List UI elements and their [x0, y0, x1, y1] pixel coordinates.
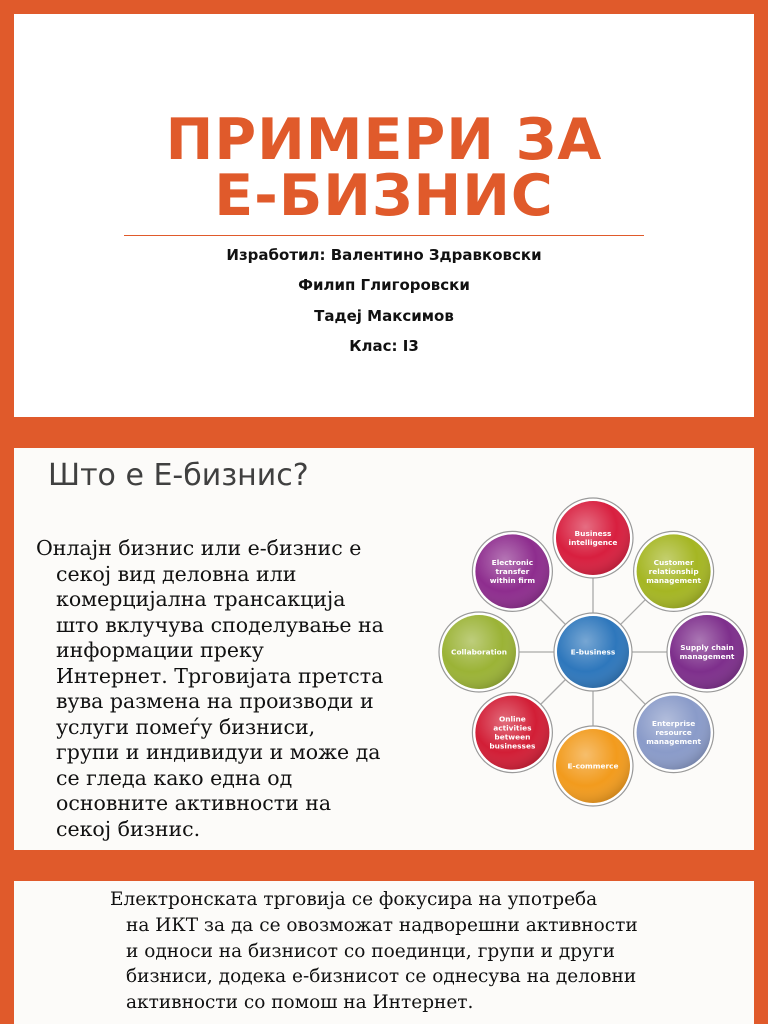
node-label: management: [646, 737, 701, 747]
node-label: between: [494, 732, 531, 742]
diagram-node: [553, 726, 633, 806]
text-line: активности со помош на Интернет.: [126, 992, 474, 1014]
diagram-node: [553, 498, 633, 578]
text-line: Електронската трговија се фокусира на употреба: [110, 889, 598, 910]
text-line: комерцијална трансакција: [56, 587, 346, 611]
node-label: management: [679, 652, 735, 661]
text-line: секој бизнис.: [56, 816, 201, 841]
slide-heading: Што е Е-бизнис?: [48, 458, 309, 493]
class-line: Клас: I3: [349, 337, 419, 355]
title-line-2: Е-БИЗНИС: [214, 163, 554, 229]
node-label: Customer: [653, 557, 694, 567]
slide-title: [14, 107, 754, 229]
node-label: Online: [498, 714, 526, 724]
text-line: групи и индивидуи и може да: [56, 740, 381, 764]
definition-text: [36, 536, 431, 842]
authors-line-3: Тадеј Максимов: [314, 307, 454, 325]
text-line: информации преку: [56, 638, 264, 662]
text-line: бизниси, додека е-бизнисот се однесува на деловни: [126, 966, 637, 988]
text-line: и односи на бизнисот со поединци, групи и други: [126, 940, 616, 962]
node-label: Enterprise: [651, 719, 696, 729]
node-label: Business: [574, 529, 612, 538]
node-label: businesses: [489, 741, 536, 751]
diagram-center-node: [554, 613, 632, 691]
title-line-1: ПРИМЕРИ ЗА: [165, 107, 603, 173]
diagram-node: [472, 531, 552, 611]
authors-line-2: Филип Глигоровски: [298, 276, 470, 294]
diagram-node: [439, 612, 519, 692]
text-line: вува размена на производи и: [56, 689, 374, 713]
comparison-text: [110, 887, 730, 1016]
definition-slide: [14, 448, 754, 850]
node-label: transfer: [495, 566, 530, 576]
title-divider: [124, 235, 644, 236]
text-line: Интернет. Трговијата претста: [56, 663, 384, 688]
authors-line-1: Изработил: Валентино Здравковски: [226, 246, 542, 264]
node-label: E-commerce: [567, 761, 619, 771]
diagram-node: [634, 531, 714, 611]
node-label: Electronic: [491, 557, 534, 567]
text-line: се гледа како една од: [56, 765, 293, 790]
diagram-node: [667, 612, 747, 692]
node-label: intelligence: [568, 538, 618, 547]
diagram-nodes: [439, 498, 747, 806]
node-label: activities: [493, 723, 532, 733]
diagram-node: [472, 693, 552, 773]
node-label: management: [646, 575, 701, 585]
text-line: основните активности на: [56, 791, 332, 815]
text-line: на ИКТ за да се овозможат надворешни активности: [126, 914, 638, 936]
diagram-node: [634, 693, 714, 773]
node-label: resource: [655, 728, 692, 738]
text-line: услуги помеѓу бизниси,: [56, 714, 316, 739]
title-slide: [14, 14, 754, 417]
node-label: within firm: [489, 575, 536, 585]
node-label: E-business: [570, 647, 616, 657]
text-line: секој вид деловна или: [56, 561, 297, 586]
comparison-slide: [14, 881, 754, 1024]
text-line: што вклучува споделување на: [56, 612, 384, 637]
node-label: Collaboration: [451, 647, 507, 657]
node-label: relationship: [648, 566, 699, 576]
text-line: Онлајн бизнис или е-бизнис е: [36, 536, 362, 560]
e-business-diagram: [432, 490, 754, 810]
node-label: Supply chain: [680, 643, 734, 652]
